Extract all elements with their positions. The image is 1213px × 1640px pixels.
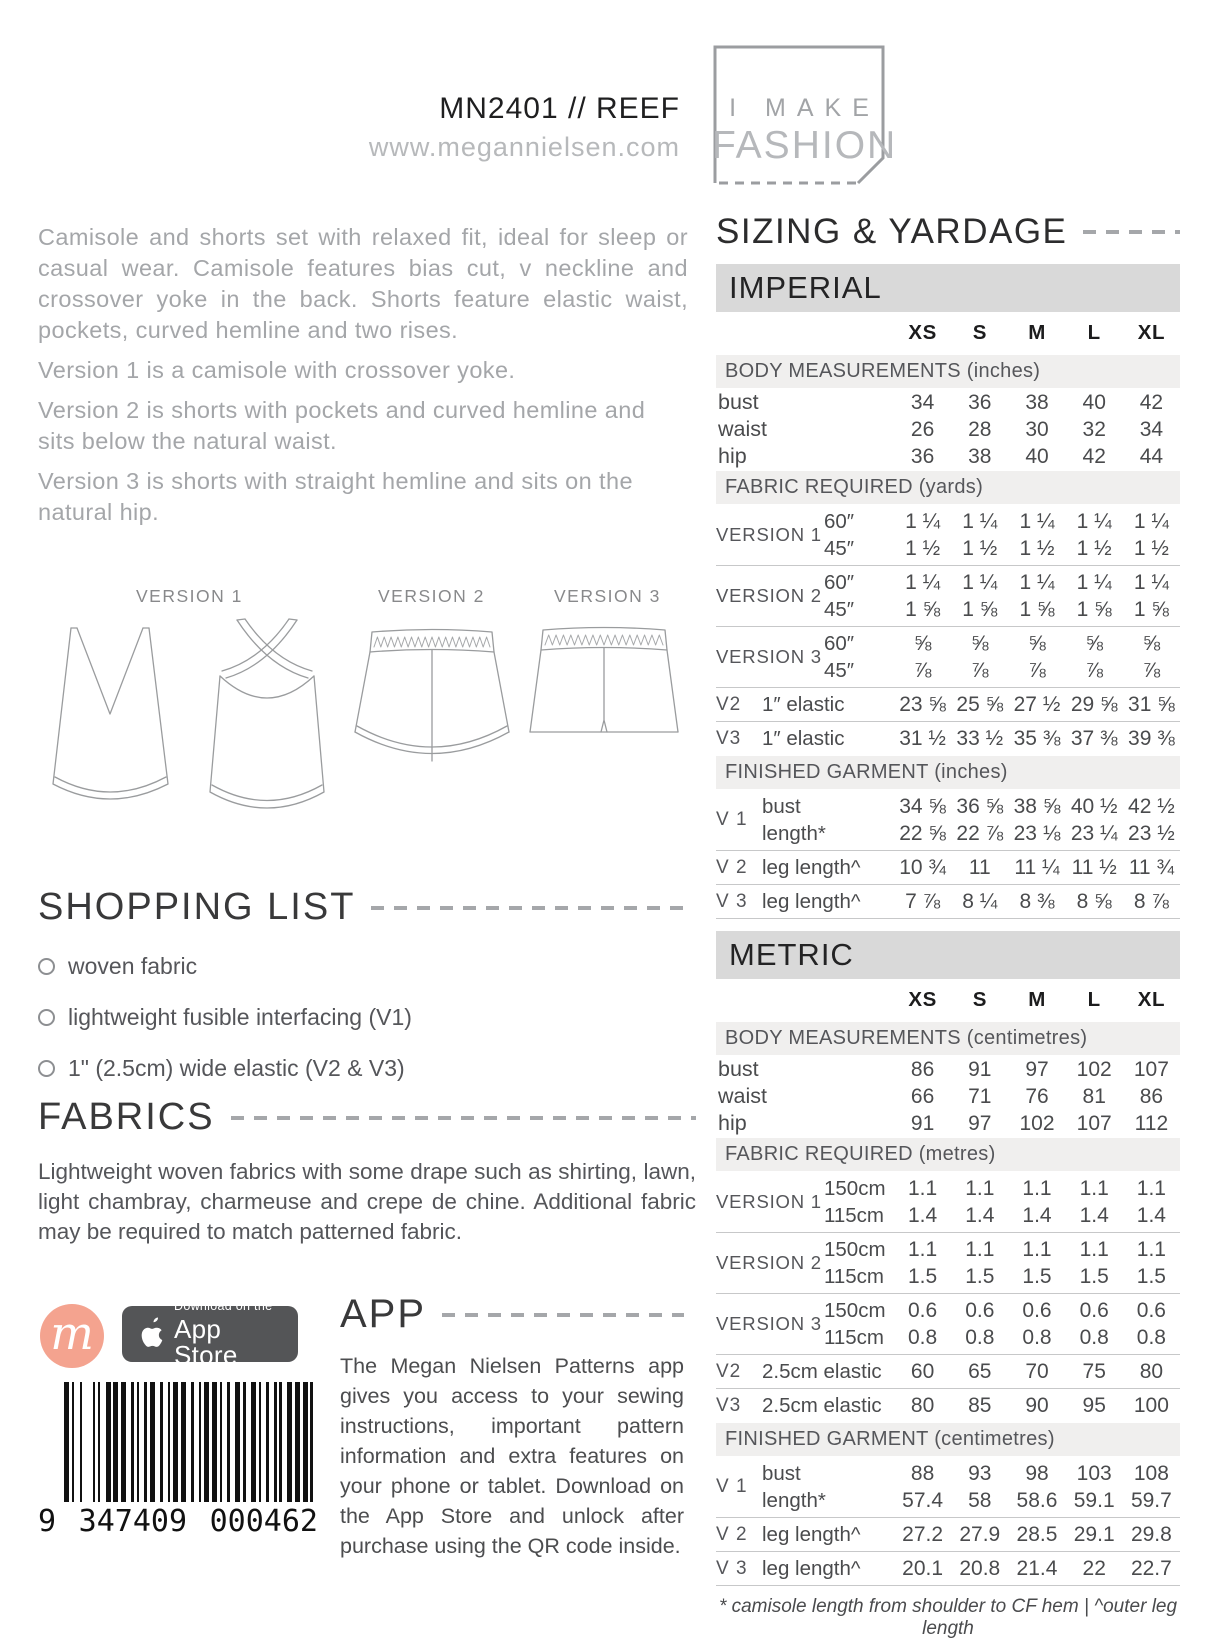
table-cell: ⅞ [971, 658, 989, 682]
website-url: www.megannielsen.com [368, 132, 680, 162]
table-cell: 34 [910, 390, 935, 414]
table-row [716, 389, 1180, 416]
table-cell: 11 ¼ [1014, 855, 1060, 879]
table-section-band: FINISHED GARMENT (centimetres) [716, 1423, 1180, 1456]
table-cell: 38 ⅝ [1013, 794, 1061, 818]
version-tag: V 2 [716, 1523, 748, 1545]
table-cell: 23 ⅝ [899, 692, 946, 716]
table-cell: 1 ½ [1076, 536, 1112, 560]
table-cell: 97 [968, 1111, 992, 1135]
table-cell: 80 [1139, 1359, 1164, 1383]
description-paragraph: Version 1 is a camisole with crossover yoke. [38, 357, 516, 383]
sizing-title: SIZING & YARDAGE [716, 212, 1068, 251]
imperial-banner: IMPERIAL [716, 264, 1180, 312]
table-cell: 1.1 [1136, 1176, 1166, 1200]
row-label: leg length^ [762, 1556, 861, 1580]
table-footnote: * camisole length from shoulder to CF hem | ^outer leg length [718, 1596, 1178, 1639]
list-item-label: woven fabric [68, 953, 198, 979]
app-title: APP [340, 1292, 427, 1336]
logo-line1: I MAKE [729, 94, 880, 122]
table-cell: 1.5 [1136, 1264, 1166, 1288]
table-cell: 1.5 [907, 1264, 938, 1288]
table-cell: 1.5 [1022, 1264, 1052, 1288]
table-cell: 20.8 [959, 1556, 1001, 1580]
table-cell: 70 [1025, 1359, 1049, 1383]
table-cell: 1 ⅝ [905, 597, 941, 621]
table-cell: 25 ⅝ [956, 692, 1004, 716]
table-cell: 1.1 [1079, 1176, 1109, 1200]
table-row [716, 1457, 1180, 1517]
table-cell: 8 ¼ [962, 889, 998, 913]
table-cell: 42 ½ [1128, 794, 1175, 818]
table-cell: 57.4 [902, 1488, 944, 1512]
table-cell: 31 ½ [899, 726, 946, 750]
table-cell: ⅝ [1028, 631, 1046, 655]
dash-divider [442, 1313, 684, 1317]
circle-bullet-icon [38, 1060, 55, 1077]
shorts-straight-hem-sketch [525, 620, 683, 748]
row-label: waist [718, 1084, 767, 1108]
size-column-header: XL [1137, 321, 1165, 344]
table-cell: 11 ½ [1071, 855, 1117, 879]
table-cell: ⅝ [1142, 631, 1161, 655]
table-cell: 1.5 [965, 1264, 995, 1288]
table-cell: 91 [968, 1057, 992, 1081]
shopping-list-section [38, 886, 688, 1082]
table-cell: 75 [1082, 1359, 1106, 1383]
size-column-header: L [1087, 988, 1101, 1011]
list-item [38, 953, 688, 980]
table-cell: 7 ⅞ [905, 889, 941, 913]
table-cell: 34 [1139, 417, 1164, 441]
list-item [38, 1055, 688, 1082]
version-tag: V 1 [716, 1476, 748, 1497]
size-column-header: S [972, 988, 987, 1011]
table-cell: 1.1 [1136, 1237, 1166, 1261]
table-cell: 86 [1139, 1084, 1164, 1108]
table-section-band: FINISHED GARMENT (inches) [716, 756, 1180, 789]
size-column-header: M [1028, 988, 1046, 1011]
table-cell: 37 ⅜ [1070, 726, 1118, 750]
table-cell: 97 [1025, 1057, 1049, 1081]
table-cell: 80 [910, 1393, 935, 1417]
megan-nielsen-logo: m [40, 1304, 104, 1368]
table-cell: 34 ⅝ [899, 794, 946, 818]
table-cell: ⅝ [1085, 631, 1103, 655]
table-cell: 8 ⅜ [1019, 889, 1055, 913]
row-label: VERSION 1 [716, 1191, 822, 1212]
table-cell: 1 ¼ [905, 509, 941, 533]
table-cell: 100 [1133, 1393, 1169, 1417]
version-1-label: VERSION 1 [136, 586, 243, 606]
table-cell: 10 ¾ [899, 855, 946, 879]
row-label: 1″ elastic [762, 692, 845, 716]
table-cell: 27 ½ [1013, 692, 1061, 716]
table-cell: 1 ¼ [1076, 509, 1112, 533]
table-row [716, 416, 1180, 443]
badge-line2: App Store [174, 1313, 238, 1370]
table-cell: 29.8 [1130, 1522, 1172, 1546]
table-row [716, 443, 1180, 470]
table-row [716, 1232, 1180, 1293]
table-cell: 0.6 [965, 1298, 995, 1322]
row-label: bust [762, 794, 801, 818]
table-cell: 22.7 [1130, 1556, 1172, 1580]
table-row [716, 1110, 1180, 1137]
table-cell: ⅞ [1085, 658, 1103, 682]
table-cell: 1.1 [907, 1237, 938, 1261]
camisole-front-sketch [43, 620, 178, 825]
table-cell: 1 ¼ [1133, 570, 1169, 594]
table-cell: 1 ⅝ [1019, 597, 1055, 621]
table-cell: 88 [910, 1461, 935, 1485]
version-tag: V2 [716, 693, 742, 715]
row-label: hip [718, 444, 747, 468]
table-cell: ⅞ [1142, 658, 1161, 682]
row-label: length* [762, 1488, 826, 1512]
metric-banner: METRIC [716, 931, 1180, 979]
table-cell: 23 ¼ [1070, 821, 1118, 845]
row-label: bust [718, 390, 759, 414]
table-cell: 23 ½ [1128, 821, 1175, 845]
table-cell: 11 ¾ [1128, 855, 1174, 879]
table-row [716, 1517, 1180, 1551]
version-tag: V2 [716, 1360, 742, 1382]
version-tag: V 3 [716, 890, 748, 912]
size-column-header: M [1028, 321, 1046, 344]
dash-divider [231, 1116, 696, 1120]
width-label: 60″ [824, 631, 855, 655]
table-row [716, 312, 1180, 354]
size-column-header: L [1087, 321, 1101, 344]
table-cell: 60 [910, 1359, 935, 1383]
table-cell: 22 [1082, 1556, 1106, 1580]
logo-line2: FASHION [712, 124, 898, 167]
table-cell: 8 ⅝ [1076, 889, 1112, 913]
table-row [716, 687, 1180, 721]
table-cell: 1.1 [1022, 1237, 1052, 1261]
brand-header [240, 92, 680, 163]
pattern-code: MN2401 // REEF [439, 92, 680, 125]
table-cell: 1.1 [907, 1176, 938, 1200]
table-cell: 58 [968, 1488, 992, 1512]
table-cell: 1.1 [965, 1176, 995, 1200]
table-cell: 27.9 [959, 1522, 1001, 1546]
width-label: 150cm [824, 1176, 886, 1200]
table-cell: 38 [1025, 390, 1049, 414]
table-cell: 1 ⅝ [1076, 597, 1112, 621]
fabrics-title: FABRICS [38, 1096, 215, 1138]
width-label: 115cm [824, 1325, 885, 1349]
row-label: bust [718, 1057, 759, 1081]
table-row [716, 1172, 1180, 1232]
table-cell: 1.4 [1079, 1203, 1109, 1227]
row-label: leg length^ [762, 889, 861, 913]
table-row [716, 505, 1180, 565]
table-cell: 81 [1082, 1084, 1106, 1108]
table-cell: 22 ⅝ [899, 821, 946, 845]
table-cell: 1 ¼ [1133, 509, 1169, 533]
table-cell: 0.8 [1022, 1325, 1052, 1349]
table-cell: 1 ½ [905, 536, 941, 560]
table-cell: 0.8 [965, 1325, 995, 1349]
table-cell: 1 ¼ [962, 509, 998, 533]
row-label: 2.5cm elastic [762, 1393, 882, 1417]
table-section-band: BODY MEASUREMENTS (centimetres) [716, 1022, 1180, 1055]
description [38, 222, 688, 537]
table-row [716, 721, 1180, 755]
table-cell: 28 [968, 417, 992, 441]
barcode-digit-group: 347409 [78, 1504, 188, 1539]
table-cell: 65 [968, 1359, 992, 1383]
table-row [716, 626, 1180, 687]
table-cell: 91 [910, 1111, 935, 1135]
size-column-header: XL [1137, 988, 1165, 1011]
row-label: VERSION 3 [716, 1313, 822, 1334]
table-cell: 71 [968, 1084, 992, 1108]
table-cell: 90 [1025, 1393, 1049, 1417]
table-row [716, 565, 1180, 626]
app-section [340, 1292, 684, 1561]
table-cell: 76 [1025, 1084, 1049, 1108]
version-tag: V3 [716, 727, 742, 749]
description-paragraph: Version 2 is shorts with pockets and curved hemline and sits below the natural waist. [38, 397, 646, 454]
table-cell: 27.2 [902, 1522, 944, 1546]
table-cell: 0.6 [1022, 1298, 1052, 1322]
table-cell: 1.4 [907, 1203, 938, 1227]
table-cell: 0.8 [1079, 1325, 1109, 1349]
row-label: 1″ elastic [762, 726, 845, 750]
table-row [716, 1293, 1180, 1354]
version-tag: V 2 [716, 856, 748, 878]
width-label: 60″ [824, 570, 855, 594]
table-row [716, 850, 1180, 884]
table-cell: 1 ¼ [1019, 509, 1055, 533]
table-cell: 21.4 [1016, 1556, 1058, 1580]
row-label: waist [718, 417, 767, 441]
barcode-digits [38, 1504, 318, 1539]
table-row [716, 884, 1180, 919]
table-cell: 20.1 [902, 1556, 944, 1580]
table-cell: 102 [1019, 1111, 1055, 1135]
width-label: 115cm [824, 1264, 885, 1288]
table-cell: ⅞ [1028, 658, 1046, 682]
table-row [716, 1388, 1180, 1422]
row-label: VERSION 1 [716, 524, 822, 545]
camisole-back-sketch [190, 614, 345, 834]
table-cell: 31 ⅝ [1128, 692, 1175, 716]
table-cell: 95 [1082, 1393, 1106, 1417]
size-column-header: XS [908, 321, 937, 344]
table-cell: 1 ⅝ [962, 597, 998, 621]
size-column-header: S [972, 321, 987, 344]
i-make-fashion-logo [712, 44, 898, 186]
barcode-digit-group: 9 [38, 1504, 57, 1539]
table-cell: 98 [1025, 1461, 1049, 1485]
table-row [716, 1551, 1180, 1586]
table-cell: 40 ½ [1070, 794, 1118, 818]
table-cell: 38 [968, 444, 992, 468]
imperial-table [716, 312, 1180, 919]
table-cell: 107 [1076, 1111, 1112, 1135]
table-cell: 35 ⅜ [1013, 726, 1061, 750]
version-illustrations [38, 586, 686, 886]
fabrics-text: Lightweight woven fabrics with some drape such as shirting, lawn, light chambray, charmeuse and crepe de chine. Additional fabric may be required to match patterned fabric. [38, 1159, 696, 1244]
metric-table [716, 979, 1180, 1586]
table-cell: 36 [910, 444, 935, 468]
table-cell: 59.1 [1073, 1488, 1115, 1512]
table-cell: 0.6 [907, 1298, 938, 1322]
table-cell: 11 [968, 855, 991, 879]
row-label: length* [762, 821, 826, 845]
width-label: 45″ [824, 658, 855, 682]
table-cell: 66 [910, 1084, 935, 1108]
table-cell: 107 [1133, 1057, 1169, 1081]
table-cell: 36 [968, 390, 992, 414]
table-cell: 1.4 [1136, 1203, 1166, 1227]
description-paragraph: Camisole and shorts set with relaxed fit, ideal for sleep or casual wear. Camisole features bias cut, v neckline and crossover yoke in the back. Shorts feature elastic waist, pockets, curved hemline and two rises. [38, 224, 688, 343]
barcode-digit-group: 000462 [209, 1504, 318, 1539]
row-label: VERSION 2 [716, 1252, 822, 1273]
table-cell: 1 ¼ [1076, 570, 1112, 594]
table-cell: 1.1 [1079, 1237, 1109, 1261]
table-cell: 29 ⅝ [1070, 692, 1118, 716]
table-cell: 108 [1133, 1461, 1169, 1485]
table-cell: 59.7 [1130, 1488, 1172, 1512]
width-label: 150cm [824, 1237, 886, 1261]
table-cell: 29.1 [1073, 1522, 1115, 1546]
table-cell: 32 [1082, 417, 1106, 441]
table-cell: 1 ¼ [1019, 570, 1055, 594]
description-paragraph: Version 3 is shorts with straight hemline and sits on the natural hip. [38, 468, 633, 525]
dash-divider [1083, 230, 1180, 234]
row-label: leg length^ [762, 855, 861, 879]
apple-icon [134, 1316, 164, 1352]
version-3-label: VERSION 3 [554, 586, 661, 606]
dash-divider [371, 906, 688, 910]
row-label: VERSION 3 [716, 646, 822, 667]
table-cell: 58.6 [1016, 1488, 1058, 1512]
table-cell: 8 ⅞ [1133, 889, 1169, 913]
table-row [716, 1354, 1180, 1388]
table-cell: 103 [1076, 1461, 1112, 1485]
sizing-yardage-section [716, 212, 1180, 1640]
width-label: 60″ [824, 509, 855, 533]
table-cell: 1 ½ [1133, 536, 1169, 560]
table-cell: 1.4 [1022, 1203, 1052, 1227]
barcode [38, 1382, 318, 1539]
table-row [716, 790, 1180, 850]
list-item-label: lightweight fusible interfacing (V1) [68, 1004, 412, 1030]
table-section-band: FABRIC REQUIRED (metres) [716, 1138, 1180, 1171]
table-section-band: FABRIC REQUIRED (yards) [716, 471, 1180, 504]
table-section-band: BODY MEASUREMENTS (inches) [716, 355, 1180, 388]
table-cell: 93 [968, 1461, 992, 1485]
table-cell: 1 ¼ [905, 570, 941, 594]
table-cell: ⅝ [971, 631, 989, 655]
width-label: 45″ [824, 536, 855, 560]
width-label: 115cm [824, 1203, 885, 1227]
table-cell: 0.6 [1136, 1298, 1166, 1322]
table-cell: 1 ¼ [962, 570, 998, 594]
table-cell: 40 [1082, 390, 1106, 414]
table-cell: 0.8 [907, 1325, 938, 1349]
table-cell: 86 [910, 1057, 935, 1081]
table-cell: 42 [1082, 444, 1106, 468]
table-cell: 1.5 [1079, 1264, 1109, 1288]
fabrics-section [38, 1096, 696, 1247]
width-label: 150cm [824, 1298, 886, 1322]
size-column-header: XS [908, 988, 937, 1011]
table-row [716, 1056, 1180, 1083]
table-cell: 28.5 [1016, 1522, 1058, 1546]
table-cell: 30 [1025, 417, 1049, 441]
table-cell: 22 ⅞ [956, 821, 1004, 845]
row-label: hip [718, 1111, 747, 1135]
table-row [716, 979, 1180, 1021]
table-cell: 102 [1076, 1057, 1112, 1081]
app-store-badge [122, 1299, 298, 1370]
table-cell: 1 ½ [1019, 536, 1055, 560]
shorts-curved-hem-sketch [348, 620, 516, 778]
table-cell: 1 ⅝ [1133, 597, 1169, 621]
version-tag: V 3 [716, 1557, 748, 1579]
table-cell: ⅞ [913, 658, 932, 682]
table-cell: 1.4 [965, 1203, 995, 1227]
badge-line1: Download on the [174, 1299, 273, 1314]
table-cell: 112 [1134, 1111, 1169, 1135]
app-text: The Megan Nielsen Patterns app gives you access to your sewing instructions, important pattern information and extra features on your phone or tablet. Download on the App Store and unlock after purchase using the QR code inside. [340, 1354, 684, 1558]
table-cell: 33 ½ [956, 726, 1004, 750]
row-label: 2.5cm elastic [762, 1359, 882, 1383]
list-item [38, 1004, 688, 1031]
table-cell: 1.1 [1022, 1176, 1052, 1200]
table-cell: 44 [1139, 444, 1164, 468]
version-tag: V3 [716, 1394, 742, 1416]
table-cell: 40 [1025, 444, 1049, 468]
row-label: bust [762, 1461, 801, 1485]
table-cell: 1.1 [965, 1237, 995, 1261]
list-item-label: 1" (2.5cm) wide elastic (V2 & V3) [68, 1055, 405, 1081]
table-cell: ⅝ [913, 631, 932, 655]
table-cell: 26 [910, 417, 935, 441]
row-label: VERSION 2 [716, 585, 822, 606]
table-cell: 1 ½ [962, 536, 998, 560]
table-cell: 23 ⅛ [1013, 821, 1061, 845]
table-cell: 85 [968, 1393, 992, 1417]
table-cell: 0.6 [1079, 1298, 1109, 1322]
width-label: 45″ [824, 597, 855, 621]
version-2-label: VERSION 2 [378, 586, 485, 606]
table-cell: 42 [1139, 390, 1164, 414]
row-label: leg length^ [762, 1522, 861, 1546]
barcode-bars [64, 1382, 318, 1502]
circle-bullet-icon [38, 1009, 55, 1026]
table-cell: 39 ⅜ [1128, 726, 1175, 750]
table-cell: 0.8 [1136, 1325, 1166, 1349]
table-row [716, 1083, 1180, 1110]
circle-bullet-icon [38, 958, 55, 975]
table-cell: 36 ⅝ [956, 794, 1004, 818]
version-tag: V 1 [716, 809, 748, 830]
shopping-list-title: SHOPPING LIST [38, 886, 356, 928]
